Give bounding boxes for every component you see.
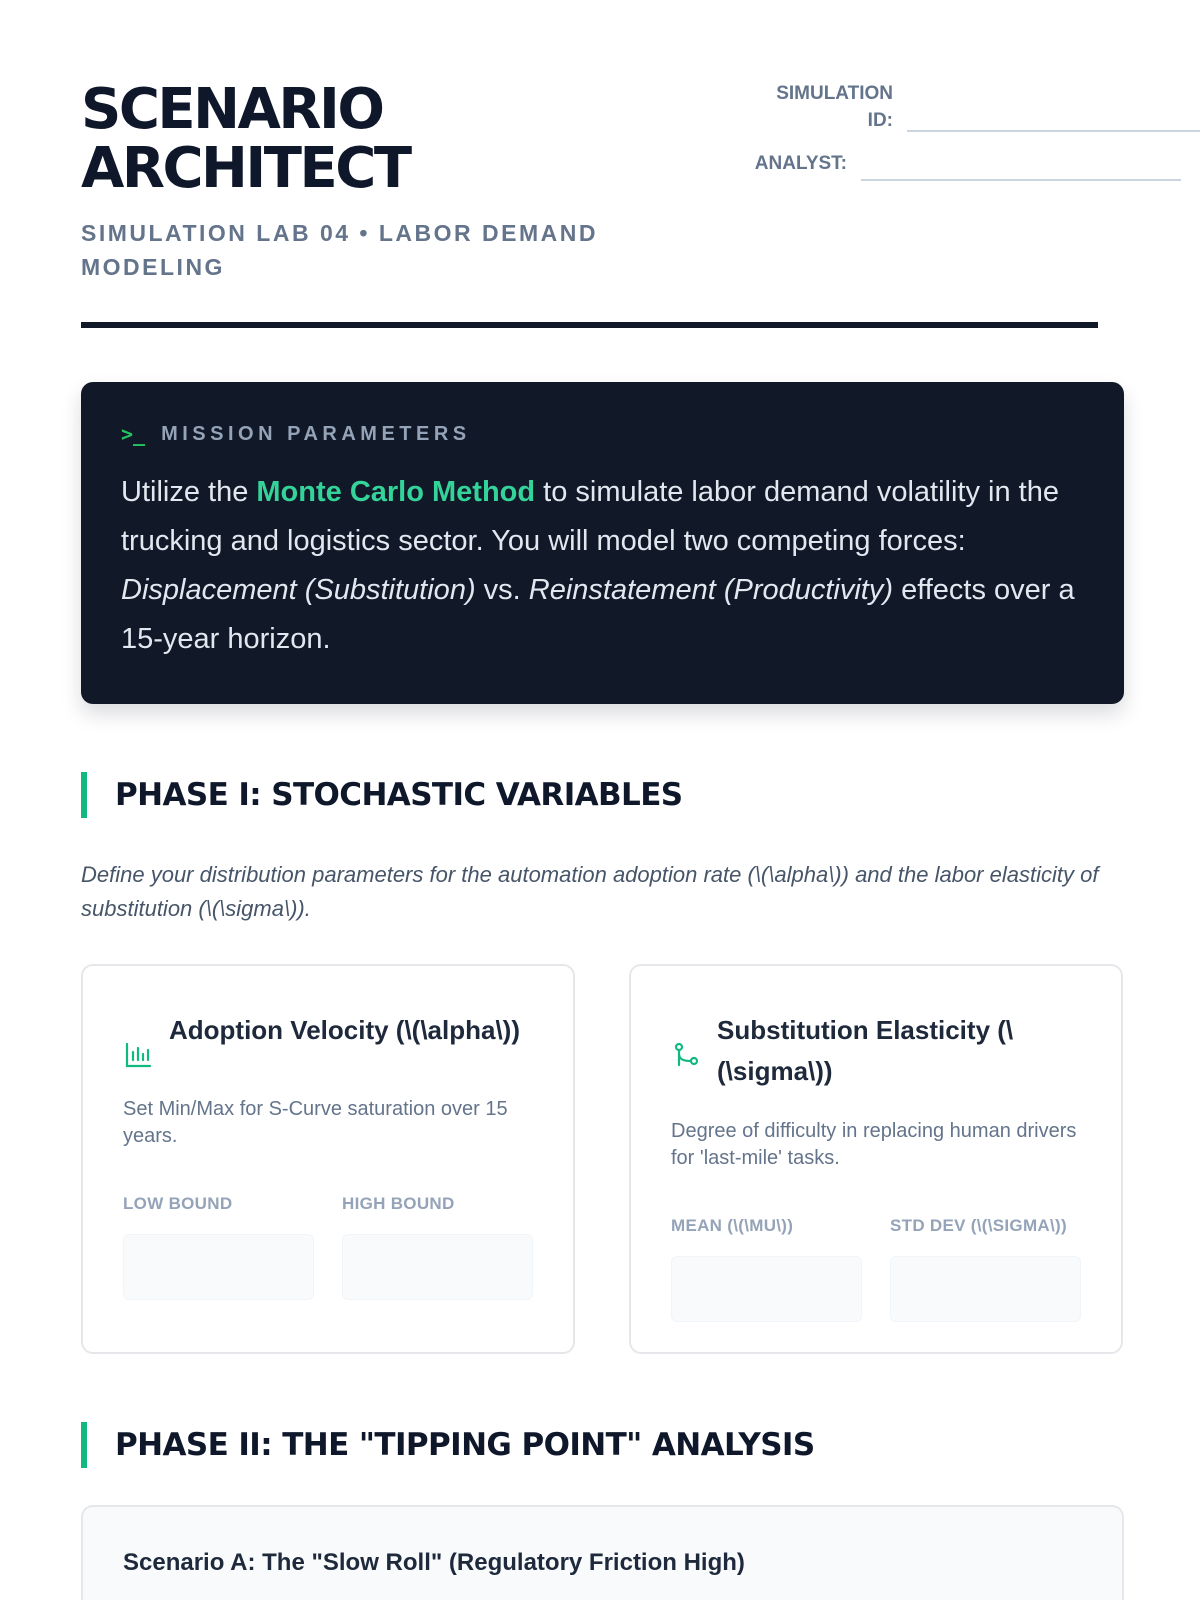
mission-emphasis-displacement: Displacement (Substitution) bbox=[121, 574, 476, 606]
card-fields bbox=[671, 1216, 1081, 1322]
mission-emphasis-reinstatement: Reinstatement (Productivity) bbox=[528, 574, 894, 606]
high-bound-label: HIGH BOUND bbox=[342, 1194, 455, 1213]
card-header bbox=[123, 1010, 533, 1070]
high-bound-field bbox=[342, 1194, 533, 1300]
phase-1-heading bbox=[81, 772, 683, 818]
mean-field bbox=[671, 1216, 862, 1322]
mission-text bbox=[121, 468, 1084, 664]
analyst-label: ANALYST: bbox=[754, 153, 847, 174]
simulation-id-label-line1: SIMULATION bbox=[776, 83, 893, 104]
mission-panel bbox=[81, 382, 1124, 704]
card-title: Substitution Elasticity (\(\sigma\)) bbox=[717, 1015, 1014, 1086]
title-line-2: ARCHITECT bbox=[81, 136, 410, 201]
page-subtitle: SIMULATION LAB 04 • LABOR DEMAND MODELING bbox=[81, 220, 598, 280]
analyst-field[interactable] bbox=[861, 179, 1181, 181]
mission-text-part: effects over a 15-year horizon. bbox=[121, 574, 1075, 655]
page-title bbox=[81, 77, 410, 201]
std-dev-field bbox=[890, 1216, 1081, 1322]
simulation-id-field[interactable] bbox=[907, 130, 1200, 132]
terminal-prompt-icon: >_ bbox=[121, 422, 146, 446]
simulation-id-row bbox=[661, 80, 1200, 134]
mission-text-part: vs. bbox=[475, 574, 529, 606]
card-description: Degree of difficulty in replacing human drivers for 'last-mile' tasks. bbox=[671, 1120, 1077, 1169]
card-description: Set Min/Max for S-Curve saturation over 15 years. bbox=[123, 1098, 508, 1147]
low-bound-input[interactable] bbox=[123, 1234, 314, 1300]
header bbox=[81, 0, 1098, 328]
mission-highlight: Monte Carlo Method bbox=[256, 476, 536, 508]
std-dev-label: STD DEV (\(\SIGMA\)) bbox=[890, 1216, 1067, 1235]
phase-2-heading bbox=[81, 1422, 815, 1468]
analyst-row bbox=[661, 150, 1181, 177]
phase-accent-bar bbox=[81, 1422, 87, 1468]
mission-header bbox=[121, 422, 1084, 446]
branch-icon bbox=[671, 1040, 701, 1070]
std-dev-input[interactable] bbox=[890, 1256, 1081, 1322]
mean-input[interactable] bbox=[671, 1256, 862, 1322]
low-bound-field bbox=[123, 1194, 314, 1300]
mission-text-part: Utilize the bbox=[121, 476, 257, 508]
card-fields bbox=[123, 1194, 533, 1300]
bar-chart-icon bbox=[123, 1040, 153, 1070]
card-header bbox=[671, 1010, 1081, 1092]
phase-1-title: PHASE I: STOCHASTIC VARIABLES bbox=[115, 777, 683, 813]
phase-accent-bar bbox=[81, 772, 87, 818]
card-title: Adoption Velocity (\(\alpha\)) bbox=[169, 1015, 520, 1045]
scenario-a-title: Scenario A: The "Slow Roll" (Regulatory Friction High) bbox=[123, 1549, 745, 1576]
phase-2-title: PHASE II: THE "TIPPING POINT" ANALYSIS bbox=[115, 1427, 815, 1463]
mission-text-part: to simulate labor demand volatility in the trucking and logistics sector. You will model two competing forces: bbox=[121, 476, 1059, 557]
mean-label: MEAN (\(\MU\)) bbox=[671, 1216, 794, 1235]
high-bound-input[interactable] bbox=[342, 1234, 533, 1300]
phase-1-description: Define your distribution parameters for the automation adoption rate (\(\alpha\)) and the labor elasticity of substitution (\(\sigma\)). bbox=[81, 862, 1099, 921]
substitution-elasticity-card bbox=[629, 964, 1123, 1354]
scenario-a-card bbox=[81, 1505, 1124, 1600]
adoption-velocity-card bbox=[81, 964, 575, 1354]
title-line-1: SCENARIO bbox=[81, 77, 383, 142]
low-bound-label: LOW BOUND bbox=[123, 1194, 233, 1213]
simulation-id-label bbox=[661, 80, 893, 134]
simulation-id-label-line2: ID: bbox=[867, 110, 893, 131]
mission-label: MISSION PARAMETERS bbox=[161, 422, 471, 445]
